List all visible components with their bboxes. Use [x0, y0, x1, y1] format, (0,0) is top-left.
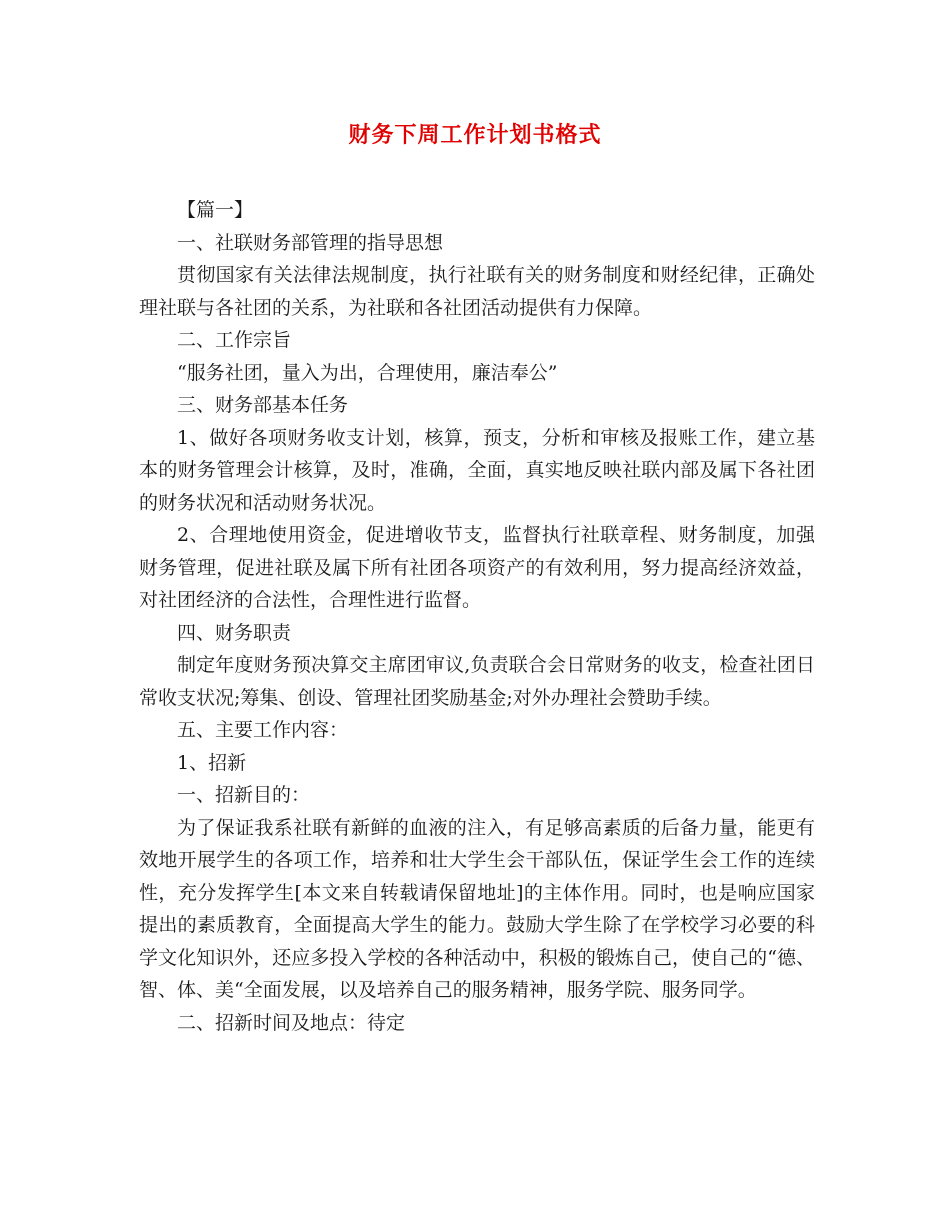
paragraph: 为了保证我系社联有新鲜的血液的注入，有足够高素质的后备力量，能更有效地开展学生的各项工作，培养和壮大学生会干部队伍，保证学生会工作的连续性，充分发挥学生[本文来自转载请保留地址]的主体作用。同时，也是响应国家提出的素质教育，全面提高大学生的能力。鼓励大学生除了在学校学习必要的科学文化知识外，还应多投入学校的各种活动中，积极的锻炼自己，使自己的“德、智、体、美“全面发展，以及培养自己的服务精神，服务学院、服务同学。 — [139, 816, 815, 1001]
paragraph-motto: “服务社团，量入为出，合理使用，廉洁奉公” — [177, 361, 558, 384]
document-title: 财务下周工作计划书格式 — [348, 122, 602, 148]
paragraph: 贯彻国家有关法律法规制度，执行社联有关的财务制度和财经纪律，正确处理社联与各社团的关系，为社联和各社团活动提供有力保障。 — [139, 264, 815, 319]
section-heading-guiding-thought: 一、社联财务部管理的指导思想 — [177, 231, 444, 254]
document-body — [139, 194, 815, 1039]
subsection-heading-recruitment-time: 二、招新时间及地点：待定 — [177, 1011, 406, 1034]
subsection-heading-recruitment: 1、招新 — [177, 751, 247, 774]
paragraph: 制定年度财务预决算交主席团审议,负责联合会日常财务的收支，检查社团日常收支状况;筹集、创设、管理社团奖励基金;对外办理社会赞助手续。 — [139, 654, 815, 709]
section-heading-duties: 四、财务职责 — [177, 621, 292, 644]
section-heading-basic-tasks: 三、财务部基本任务 — [177, 394, 349, 416]
section-heading-purpose: 二、工作宗旨 — [177, 329, 292, 351]
subsection-heading-recruitment-purpose: 一、招新目的： — [177, 784, 311, 806]
paragraph: 2、合理地使用资金，促进增收节支，监督执行社联章程、财务制度，加强财务管理，促进社联及属下所有社团各项资产的有效利用，努力提高经济效益，对社团经济的合法性，合理性进行监督。 — [139, 524, 815, 611]
paragraph: 1、做好各项财务收支计划，核算，预支，分析和审核及报账工作，建立基本的财务管理会计核算，及时，准确，全面，真实地反映社联内部及属下各社团的财务状况和活动财务状况。 — [139, 426, 815, 514]
section-heading-main-work: 五、主要工作内容： — [177, 719, 349, 741]
paragraph-chapter-heading: 【篇一】 — [177, 199, 254, 221]
